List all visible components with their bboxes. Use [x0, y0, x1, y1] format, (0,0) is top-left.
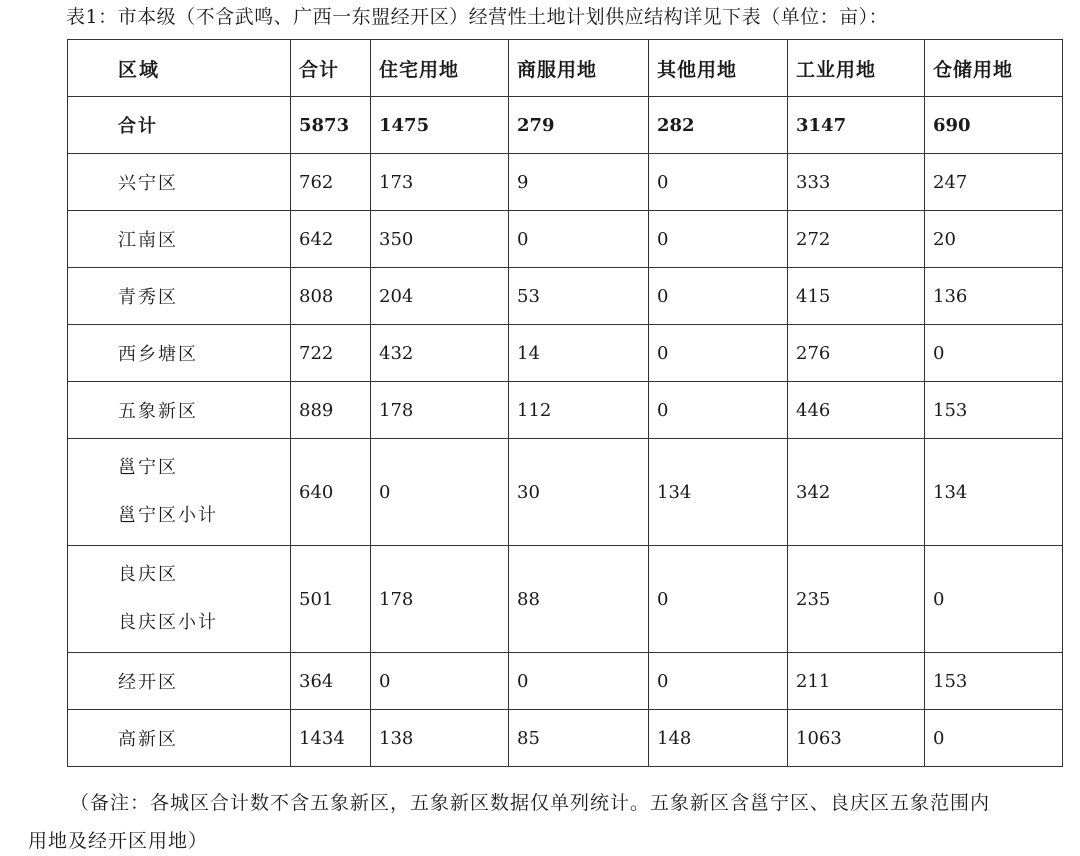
table-header-row: [68, 40, 1063, 97]
cell-residential: 0: [371, 439, 509, 546]
cell-commercial: 53: [509, 268, 649, 325]
cell-industrial: 272: [788, 211, 925, 268]
cell-other: 0: [649, 325, 788, 382]
row-region-name: 良庆区: [118, 564, 178, 585]
cell-residential: 178: [371, 382, 509, 439]
row-region-subtotal-label: 邕宁区小计: [118, 505, 218, 526]
row-region: 青秀区: [68, 268, 291, 325]
cell-other: 148: [649, 710, 788, 767]
cell-residential: 178: [371, 546, 509, 653]
cell-total: 5873: [291, 97, 371, 154]
cell-other: 0: [649, 382, 788, 439]
row-region: 经开区: [68, 653, 291, 710]
cell-commercial: 14: [509, 325, 649, 382]
cell-total: 762: [291, 154, 371, 211]
cell-total: 889: [291, 382, 371, 439]
cell-storage: 690: [925, 97, 1063, 154]
cell-other: 282: [649, 97, 788, 154]
table-row: [68, 211, 1063, 268]
table-row: [68, 710, 1063, 767]
land-supply-table: [67, 39, 1063, 767]
table-row: [68, 325, 1063, 382]
cell-residential: 350: [371, 211, 509, 268]
cell-industrial: 211: [788, 653, 925, 710]
cell-total: 808: [291, 268, 371, 325]
cell-storage: 20: [925, 211, 1063, 268]
cell-other: 134: [649, 439, 788, 546]
cell-other: 0: [649, 211, 788, 268]
cell-storage: 153: [925, 382, 1063, 439]
cell-commercial: 30: [509, 439, 649, 546]
row-region: 江南区: [68, 211, 291, 268]
cell-industrial: 3147: [788, 97, 925, 154]
cell-total: 640: [291, 439, 371, 546]
cell-other: 0: [649, 546, 788, 653]
cell-total: 364: [291, 653, 371, 710]
cell-commercial: 112: [509, 382, 649, 439]
table-row: [68, 546, 1063, 653]
header-residential: 住宅用地: [371, 40, 509, 97]
row-region: 五象新区: [68, 382, 291, 439]
table-caption: 表1：市本级（不含武鸣、广西一东盟经开区）经营性土地计划供应结构详见下表（单位：亩）：: [66, 6, 889, 28]
header-other: 其他用地: [649, 40, 788, 97]
cell-industrial: 276: [788, 325, 925, 382]
table-note-line-2: 用地及经开区用地）: [28, 830, 209, 852]
cell-industrial: 1063: [788, 710, 925, 767]
header-region: 区域: [68, 40, 291, 97]
cell-residential: 173: [371, 154, 509, 211]
cell-commercial: 85: [509, 710, 649, 767]
row-region: 西乡塘区: [68, 325, 291, 382]
table-row: [68, 653, 1063, 710]
header-commercial: 商服用地: [509, 40, 649, 97]
cell-commercial: 0: [509, 211, 649, 268]
cell-industrial: 235: [788, 546, 925, 653]
table-row: [68, 154, 1063, 211]
cell-storage: 0: [925, 710, 1063, 767]
table-row-total: [68, 97, 1063, 154]
header-industrial: 工业用地: [788, 40, 925, 97]
row-region: [68, 439, 291, 546]
cell-total: 722: [291, 325, 371, 382]
cell-total: 1434: [291, 710, 371, 767]
row-region: [68, 546, 291, 653]
cell-industrial: 342: [788, 439, 925, 546]
row-region-subtotal-label: 良庆区小计: [118, 612, 218, 633]
cell-residential: 138: [371, 710, 509, 767]
table-row: [68, 268, 1063, 325]
table-row: [68, 439, 1063, 546]
cell-total: 501: [291, 546, 371, 653]
table-row: [68, 382, 1063, 439]
cell-other: 0: [649, 154, 788, 211]
cell-industrial: 415: [788, 268, 925, 325]
header-storage: 仓储用地: [925, 40, 1063, 97]
header-total: 合计: [291, 40, 371, 97]
cell-residential: 1475: [371, 97, 509, 154]
cell-total: 642: [291, 211, 371, 268]
cell-storage: 134: [925, 439, 1063, 546]
cell-residential: 0: [371, 653, 509, 710]
cell-other: 0: [649, 268, 788, 325]
cell-residential: 204: [371, 268, 509, 325]
cell-storage: 153: [925, 653, 1063, 710]
cell-industrial: 446: [788, 382, 925, 439]
row-region: 高新区: [68, 710, 291, 767]
cell-residential: 432: [371, 325, 509, 382]
cell-commercial: 9: [509, 154, 649, 211]
row-region: 合计: [68, 97, 291, 154]
row-region: 兴宁区: [68, 154, 291, 211]
cell-commercial: 279: [509, 97, 649, 154]
row-region-name: 邕宁区: [118, 457, 178, 478]
cell-industrial: 333: [788, 154, 925, 211]
cell-other: 0: [649, 653, 788, 710]
cell-commercial: 0: [509, 653, 649, 710]
cell-storage: 0: [925, 325, 1063, 382]
cell-commercial: 88: [509, 546, 649, 653]
cell-storage: 0: [925, 546, 1063, 653]
table-note-line-1: （备注：各城区合计数不含五象新区，五象新区数据仅单列统计。五象新区含邕宁区、良庆区五象范围内: [70, 792, 991, 814]
cell-storage: 136: [925, 268, 1063, 325]
cell-storage: 247: [925, 154, 1063, 211]
